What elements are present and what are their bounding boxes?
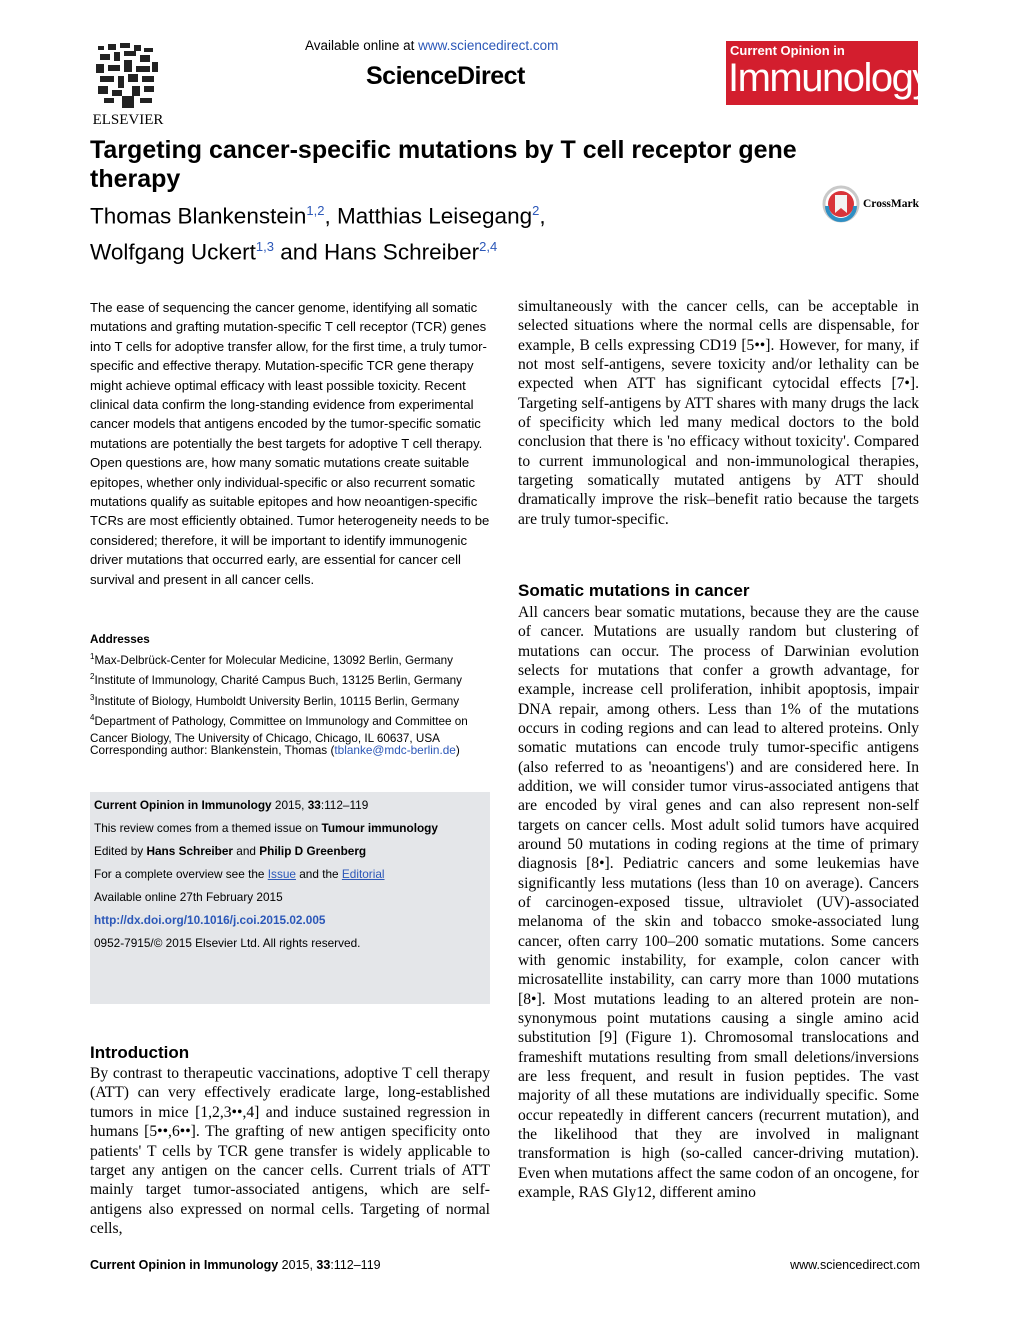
somatic-mutations-text: All cancers bear somatic mutations, because they are the cause of cancer. Mutations are usually random but clustering of mutations can occur. The process of Darwinian evolution selects for mutations that confer a growth advantage, for example, increase cell proliferation, inhibit apoptosis, impair DNA repair, among others. Less than 1% of the mutations occurs in coding regions and can lead to altered proteins. Only somatic mutations can encode truly tumor-specific antigens (also referred to as 'neoantigens') and are considered here. In addition, we will consider tumor virus-associated antigens that are encoded by viral genes and can also represent non-self targets on cancer cells. Most adult solid tumors have acquired around 50 mutations in coding regions at the time of primary diagnosis [8•]. Pediatric cancers and some leukemias have significantly less mutations (less than 10 on average). Cancers of carcinogen-exposed tissue, ultraviolet (UV)-associated melanoma of the skin and tobacco smoke-associated lung cancer, often carry 100–200 somatic mutations. Some cancers with genomic instability, for example, colon cancer with microsatellite instability, can carry more than 1000 mutations [8•]. Most mutations leading to an altered protein are non-synonymous point mutations causing a single amino acid substitution [9] (Figure 1). Chromosomal translocations and frameshift mutations resulting from small deletions/inversions are less frequent, and result in fusion peptides. The vast majority of all these mutations are individually specific. Some occur repeatedly in different cancers (recurrent mutation), and the likelihood that they are involved in malignant transformation is high (so-called cancer-driving mutation). Even when mutations affect the same codon of an oncogene, for example, RAS Gly12, different amino [518,604,919,1201]
address-item [90,690,490,711]
footer-journal: Current Opinion in Immunology [90,1258,279,1272]
available-prefix: Available online at [305,38,415,53]
edited-prefix: Edited by [94,844,147,858]
journal-banner [726,41,931,105]
info-copyright: 0952-7915/© 2015 Elsevier Ltd. All rights reserved. [94,936,361,950]
info-theme [94,821,438,835]
author-name: Wolfgang Uckert [90,239,256,264]
crossmark-icon [822,185,860,223]
overview-mid: and the [295,867,342,881]
introduction-heading: Introduction [90,1043,190,1062]
author-name: Hans Schreiber [324,239,480,264]
info-overview [94,867,385,881]
address-item [90,669,490,690]
addresses-heading: Addresses [90,633,150,646]
doi-link[interactable]: http://dx.doi.org/10.1016/j.coi.2015.02.005 [94,913,326,927]
author-separator: , [539,203,546,229]
available-online-line [305,38,558,53]
address-number: 4 [90,713,95,723]
author-name: Matthias Leisegang [336,203,533,229]
address-number: 1 [90,651,95,661]
info-journal: Current Opinion in Immunology [94,798,272,812]
info-volume: 33 [307,798,321,812]
author-affiliation: 2 [532,203,540,218]
corresponding-prefix: Corresponding author: Blankenstein, Thomas ( [90,743,335,757]
email-link[interactable]: tblanke@mdc-berlin.de [334,743,456,757]
info-available: Available online 27th February 2015 [94,890,283,904]
sciencedirect-link[interactable]: www.sciencedirect.com [418,38,559,53]
corresponding-author [90,743,490,757]
info-year: 2015, [271,798,308,812]
introduction-text: By contrast to therapeutic vaccinations, adoptive T cell therapy (ATT) can very effectively eradicate large, long-established tumors in mice [1,2,3••,4] and induce sustained regression in humans [5••,6••]. The grafting of new antigen specificity onto patients' T cells by TCR gene transfer is widely applicable to target any antigen on the cancer cells. Current trials of ATT mainly target tumor-associated antigens, which are self-antigens also expressed on normal cells. Targeting of normal cells, [90,1065,490,1238]
corresponding-suffix: ) [455,743,460,757]
crossmark-badge[interactable] [822,184,919,224]
address-list [90,649,490,748]
address-text: Department of Pathology, Committee on Immunology and Committee on Cancer Biology, The University of Chicago, Chicago, IL 60637, USA [90,715,468,746]
address-number: 2 [90,672,95,682]
abstract: The ease of sequencing the cancer genome, identifying all somatic mutations and grafting mutation-specific T cell receptor (TCR) genes into T cells for adoptive transfer allow, for the first time, a truly tumor-specific and effective therapy. Mutation-specific TCR gene therapy might achieve optimal efficacy with least possible toxicity. Recent clinical data confirm the long-standing evidence from experimental cancer models that antigens encoded by the tumor-specific somatic mutations are potentially the best targets for adoptive T cell therapy. Open questions are, how many somatic mutations create suitable epitopes, whether only individual-specific or also recurrent somatic mutations qualify as suitable epitopes and how neoantigen-specific TCRs are most efficiently obtained. Tumor heterogeneity needs to be considered; therefore, it will be important to identify immunogenic driver mutations that occurred early, are essential for cancer cell survival and present in all cancer cells. [90,300,490,587]
theme-name: Tumour immunology [321,821,438,835]
footer-citation [90,1258,381,1272]
author-separator: , [324,203,337,229]
article-info-box [90,792,490,1004]
address-number: 3 [90,692,95,702]
edited-and: and [233,844,260,858]
issue-link[interactable]: Issue [267,867,296,881]
author-separator: and [273,239,325,264]
elsevier-logo [88,40,168,128]
platform-name: ScienceDirect [366,62,525,90]
author-affiliation: 1,2 [306,203,325,218]
info-editors [94,844,366,858]
author-name: Thomas Blankenstein [90,203,307,229]
footer-pages: :112–119 [330,1258,381,1272]
author-affiliation: 2,4 [479,238,498,254]
address-text: Institute of Biology, Humboldt University Berlin, 10115 Berlin, Germany [94,694,460,708]
article-title: Targeting cancer-specific mutations by T cell receptor gene therapy [90,136,797,193]
address-text: Max-Delbrück-Center for Molecular Medicine, 13092 Berlin, Germany [94,653,454,667]
crossmark-label: CrossMark [863,198,920,210]
address-item [90,649,490,670]
info-pages: :112–119 [320,798,369,812]
svg-text:ELSEVIER: ELSEVIER [92,112,164,128]
theme-prefix: This review comes from a themed issue on [94,821,322,835]
addresses [90,632,490,748]
address-text: Institute of Immunology, Charité Campus Buch, 13125 Berlin, Germany [94,674,462,688]
overview-prefix: For a complete overview see the [94,867,268,881]
author-list [90,196,690,267]
editor-2: Philip D Greenberg [259,844,367,858]
editor-1: Hans Schreiber [146,844,234,858]
footer-url[interactable]: www.sciencedirect.com [790,1258,920,1272]
somatic-mutations-heading: Somatic mutations in cancer [518,581,750,600]
author-affiliation: 1,3 [255,238,274,254]
intro-continued-text: simultaneously with the cancer cells, can be acceptable in selected situations where the normal cells are dispensable, for example, B cells expressing CD19 [5••]. However, for many, if not most self-antigens, severe toxicity and/or lethality can be expected when ATT has significant cytocidal effects [7•]. Targeting self-antigens by ATT shares with many drugs the lack of specificity which led many medical doctors to the bold conclusion that there is 'no efficacy without toxicity'. Compared to current immunological and non-immunological therapies, targeting somatically mutated antigens by ATT should dramatically improve the risk–benefit ratio because the targets are truly tumor-specific. [518,298,919,528]
editorial-link[interactable]: Editorial [341,867,385,881]
info-citation [94,798,368,812]
footer-volume: 33 [316,1258,331,1272]
info-doi [94,913,325,927]
journal-banner-name: Immunology [728,56,931,100]
footer-year: 2015, [278,1258,317,1272]
journal-banner-top: Current Opinion in [730,43,845,58]
